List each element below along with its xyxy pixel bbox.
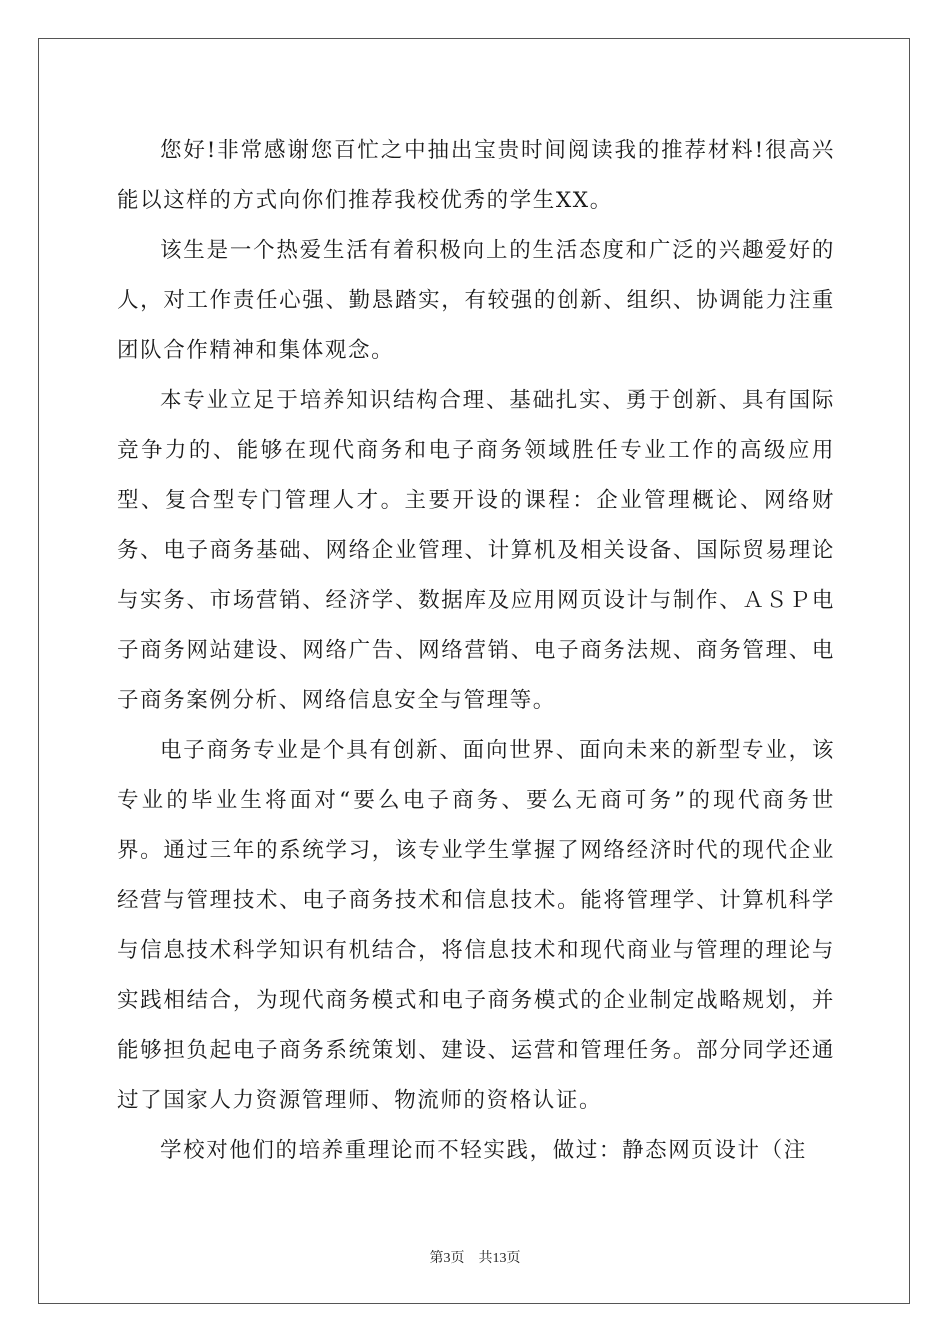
paragraph-major-description: 电子商务专业是个具有创新、面向世界、面向未来的新型专业，该专业的毕业生将面对“要么电子商务、要么无商可务”的现代商务世界。通过三年的系统学习，该专业学生掌握了网络经济时代的现代企业经营与管理技术、电子商务技术和信息技术。能将管理学、计算机科学与信息技术科学知识有机结合，将信息技术和现代商业与管理的理论与实践相结合，为现代商务模式和电子商务模式的企业制定战略规划，并能够担负起电子商务系统策划、建设、运营和管理任务。部分同学还通过了国家人力资源管理师、物流师的资格认证。 bbox=[117, 738, 835, 1113]
page-number-current: 第3页 bbox=[429, 1251, 465, 1266]
paragraph-major-courses: 本专业立足于培养知识结构合理、基础扎实、勇于创新、具有国际竞争力的、能够在现代商务和电子商务领域胜任专业工作的高级应用型、复合型专门管理人才。主要开设的课程：企业管理概论、网络财务、电子商务基础、网络企业管理、计算机及相关设备、国际贸易理论与实务、市场营销、经济学、数据库及应用网页设计与制作、ＡＳＰ电子商务网站建设、网络广告、网络营销、电子商务法规、商务管理、电子商务案例分析、网络信息安全与管理等。 bbox=[117, 388, 835, 713]
paragraph-greeting: 您好!非常感谢您百忙之中抽出宝贵时间阅读我的推荐材料!很高兴能以这样的方式向你们推荐我校优秀的学生XX。 bbox=[117, 138, 835, 213]
page-number-total: 共13页 bbox=[478, 1251, 521, 1266]
paragraph-student-traits: 该生是一个热爱生活有着积极向上的生活态度和广泛的兴趣爱好的人，对工作责任心强、勤恳踏实，有较强的创新、组织、协调能力注重团队合作精神和集体观念。 bbox=[117, 238, 835, 363]
document-body bbox=[117, 126, 835, 1176]
paragraph-practice: 学校对他们的培养重理论而不轻实践，做过：静态网页设计（注 bbox=[160, 1138, 807, 1163]
page-footer bbox=[0, 1247, 950, 1267]
